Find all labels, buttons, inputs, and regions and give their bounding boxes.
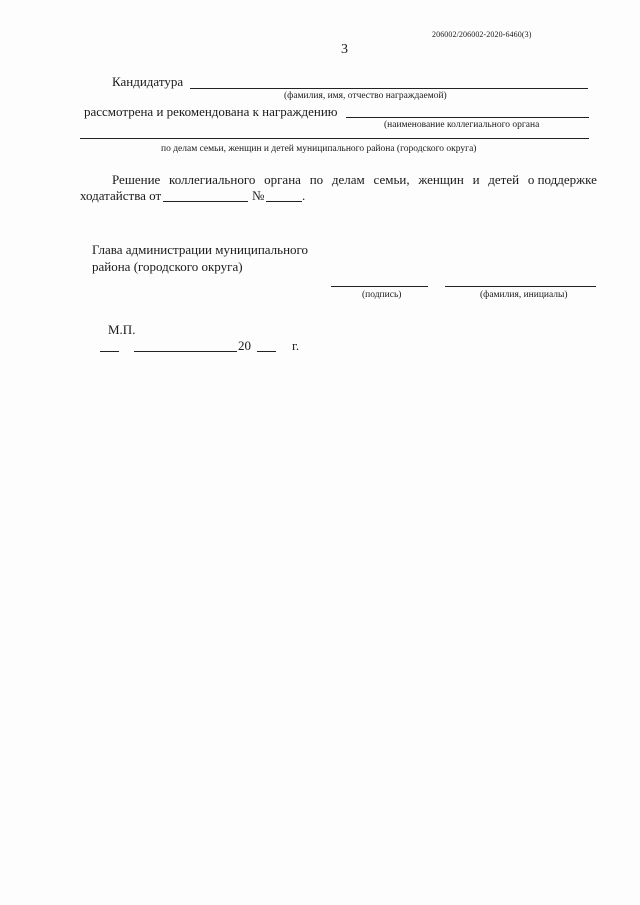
candidate-caption: (фамилия, имя, отчество награждаемой): [284, 91, 447, 101]
date-day-field[interactable]: [100, 351, 119, 352]
decision-word: о поддержке: [527, 172, 597, 187]
name-caption: (фамилия, инициалы): [480, 290, 568, 300]
signature-field[interactable]: [331, 286, 428, 287]
decision-word: по: [309, 172, 324, 187]
head-title-line2: района (городского округа): [92, 259, 243, 274]
candidate-label: Кандидатура: [112, 74, 184, 89]
petition-prefix: ходатайства от: [80, 188, 162, 203]
decision-word: органа: [264, 172, 301, 187]
document-id: 206002/206002-2020-6460(3): [432, 30, 532, 39]
date-year-field[interactable]: [257, 351, 276, 352]
signature-caption: (подпись): [362, 290, 402, 300]
decision-word: коллегиального: [169, 172, 256, 187]
date-century: 20: [238, 338, 251, 353]
seal-label: М.П.: [108, 322, 136, 337]
name-initials-field[interactable]: [445, 286, 596, 287]
head-title-line1: Глава администрации муниципального: [92, 242, 309, 257]
date-suffix: г.: [292, 338, 300, 353]
petition-end: .: [302, 188, 306, 203]
organ-caption-continued: по делам семьи, женщин и детей муниципального района (городского округа): [161, 144, 477, 154]
date-month-field[interactable]: [134, 351, 237, 352]
petition-number-sign: №: [252, 188, 265, 203]
page-number: 3: [341, 42, 348, 57]
decision-line: [112, 172, 597, 188]
organ-name-field[interactable]: [346, 117, 589, 118]
decision-word: делам: [331, 172, 365, 187]
decision-word: детей: [488, 172, 520, 187]
organ-caption: (наименование коллегиального органа: [384, 120, 540, 130]
decision-word: женщин: [418, 172, 464, 187]
decision-word: и: [472, 172, 480, 187]
petition-number-field[interactable]: [266, 201, 302, 202]
recommended-label: рассмотрена и рекомендована к награждению: [84, 104, 338, 119]
organ-name-field-continued[interactable]: [80, 138, 589, 139]
decision-word: Решение: [112, 172, 161, 187]
petition-date-field[interactable]: [163, 201, 248, 202]
candidate-name-field[interactable]: [190, 88, 588, 89]
decision-word: семьи,: [373, 172, 410, 187]
